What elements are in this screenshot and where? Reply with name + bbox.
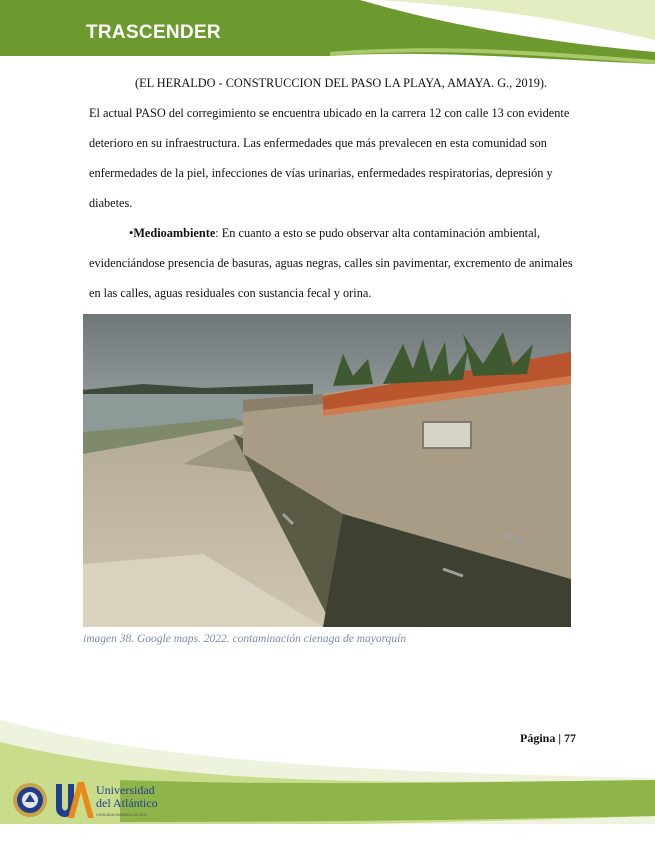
bullet-marker: • [129, 226, 134, 240]
university-name-line1: Universidad [96, 783, 155, 797]
header-brand: TRASCENDER [86, 22, 221, 43]
university-logo [54, 778, 164, 824]
page-number: Página | 77 [520, 731, 576, 745]
university-tagline: VIGILADA MINEDUCACIÓN [96, 812, 147, 817]
wall-vent [423, 422, 471, 448]
bullet-term: Medioambiente [133, 226, 216, 240]
university-seal-icon [12, 782, 48, 818]
footer-band-dark [120, 780, 655, 822]
bullet-text: : En cuanto a esto se pudo observar alta contaminación ambiental, evidenciándose presencia de basuras, aguas negras, calles sin pavimentar, excremento de animales en las calles, aguas residuales con sustancia fecal y orina. [89, 226, 573, 300]
ua-monogram-icon [54, 778, 164, 824]
bullet-paragraph [89, 218, 581, 308]
figure-caption: imagen 38. Google maps. 2022. contaminación cienaga de mayorquín [83, 633, 407, 645]
figure-photo [83, 314, 571, 627]
paragraph-1: El actual PASO del corregimiento se encuentra ubicado en la carrera 12 con calle 13 con evidente deterioro en su infraestructura. Las enfermedades que más prevalecen en esta comunidad son enfermedades de la piel, infecciones de vías urinarias, enfermedades respiratorias, depresión y diabetes. [89, 106, 570, 210]
university-name-line2: del Atlántico [96, 796, 158, 810]
citation: (EL HERALDO - CONSTRUCCION DEL PASO LA PLAYA, AMAYA. G., 2019). [135, 76, 548, 90]
